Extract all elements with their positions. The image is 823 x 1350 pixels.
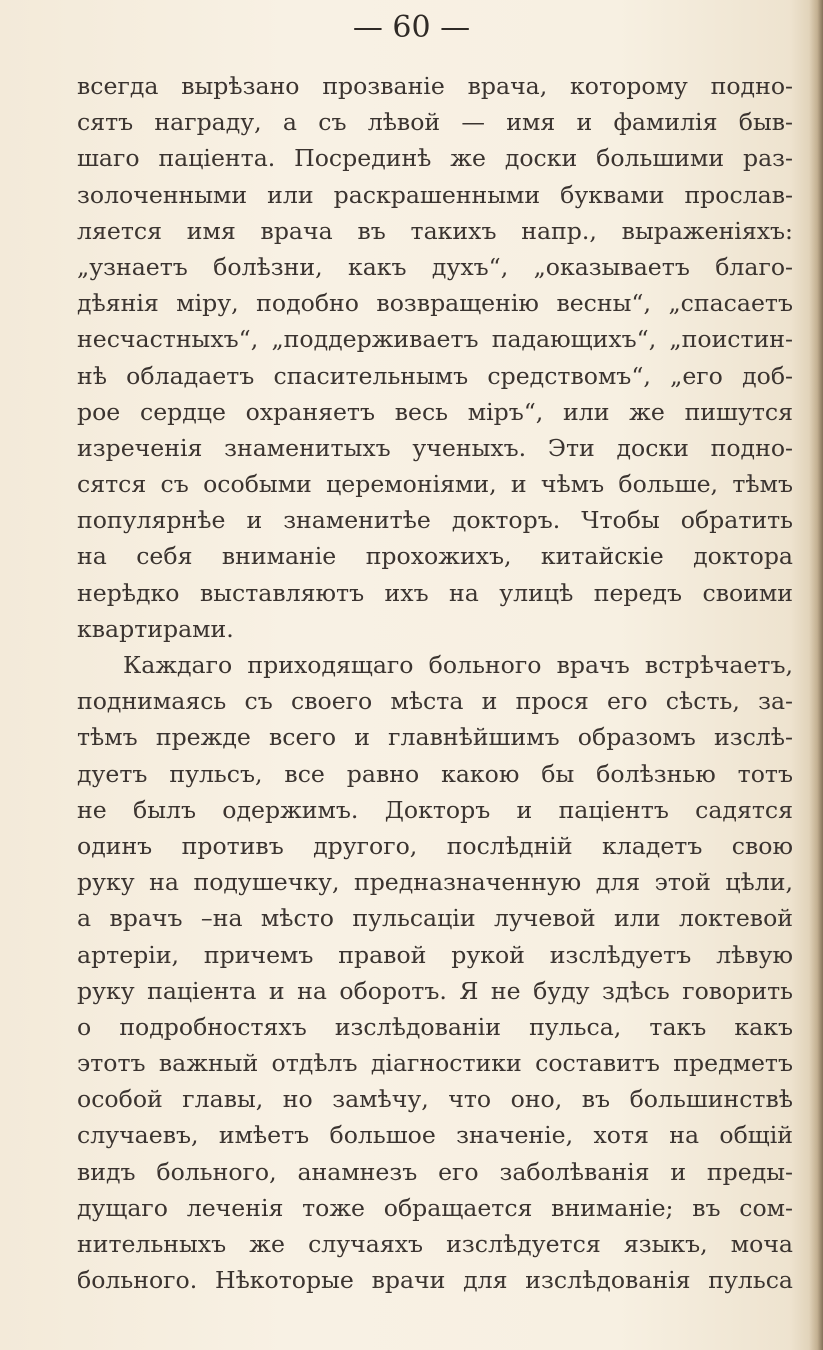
text-line: тѣмъ прежде всего и главнѣйшимъ образомъ изслѣ-	[77, 723, 793, 752]
text-line: особой главы, но замѣчу, что оно, въ большинствѣ	[77, 1085, 793, 1114]
page-number: — 60 —	[352, 10, 471, 45]
text-line: дуетъ пульсъ, все равно какою бы болѣзнью тотъ	[77, 759, 793, 788]
text-line: рое сердце охраняетъ весь мiръ“, или же пишутся	[77, 397, 793, 426]
text-line: не былъ одержимъ. Докторъ и пацiентъ садятся	[77, 795, 793, 824]
text-line: несчастныхъ“, „поддерживаетъ падающихъ“, „поистин-	[77, 325, 793, 354]
text-line: популярнѣе и знаменитѣе докторъ. Чтобы обратить	[77, 506, 793, 535]
text-line: руку пацiента и на оборотъ. Я не буду здѣсь говорить	[77, 976, 793, 1005]
text-line: сятъ награду, а съ лѣвой — имя и фамилiя быв-	[77, 108, 793, 137]
paragraph-2	[77, 647, 793, 1298]
text-line: „узнаетъ болѣзни, какъ духъ“, „оказываетъ благо-	[77, 252, 793, 281]
text-line: руку на подушечку, предназначенную для этой цѣли,	[77, 868, 793, 897]
text-line: артерiи, причемъ правой рукой изслѣдуетъ лѣвую	[77, 940, 793, 969]
text-line: на себя вниманiе прохожихъ, китайскiе доктора	[77, 542, 793, 571]
text-line: золоченными или раскрашенными буквами прослав-	[77, 180, 793, 209]
text-line: о подробностяхъ изслѣдованiи пульса, такъ какъ	[77, 1012, 793, 1041]
text-line: случаевъ, имѣетъ большое значенiе, хотя на общiй	[77, 1121, 793, 1150]
text-line: нерѣдко выставляютъ ихъ на улицѣ передъ своими	[77, 578, 793, 607]
text-line: квартирами.	[77, 614, 234, 643]
text-line: нѣ обладаетъ спасительнымъ средствомъ“, „его доб-	[77, 361, 793, 390]
text-line: нительныхъ же случаяхъ изслѣдуется языкъ, моча	[77, 1230, 793, 1258]
text-line: сятся съ особыми церемонiями, и чѣмъ больше, тѣмъ	[77, 470, 793, 499]
text-line: этотъ важный отдѣлъ дiагностики составитъ предметъ	[77, 1049, 793, 1078]
text-line: дѣянiя мiру, подобно возвращенiю весны“, „спасаетъ	[77, 289, 793, 318]
text-line: всегда вырѣзано прозванiе врача, которому подно-	[77, 72, 793, 100]
text-line: больного. Нѣкоторые врачи для изслѣдованiя пульса	[77, 1266, 793, 1295]
text-line: изреченiя знаменитыхъ ученыхъ. Эти доски подно-	[77, 433, 793, 462]
body-text	[77, 68, 793, 1298]
paragraph-1	[77, 68, 793, 647]
text-line: поднимаясь съ своего мѣста и прося его сѣсть, за-	[77, 687, 793, 716]
page-edge-shadow	[809, 0, 823, 1350]
text-line: Каждаго приходящаго больного врачъ встрѣчаетъ,	[123, 651, 793, 679]
text-line: шаго пацiента. Посрединѣ же доски большими раз-	[77, 144, 793, 173]
text-line: ляется имя врача въ такихъ напр., выраженiяхъ:	[77, 216, 793, 245]
text-line: видъ больного, анамнезъ его заболѣванiя и преды-	[77, 1157, 793, 1186]
text-line: дущаго леченiя тоже обращается вниманiе; въ сом-	[77, 1193, 793, 1222]
text-line: одинъ противъ другого, послѣднiй кладетъ свою	[77, 831, 793, 860]
text-line: а врачъ –на мѣсто пульсацiи лучевой или локтевой	[77, 904, 793, 933]
